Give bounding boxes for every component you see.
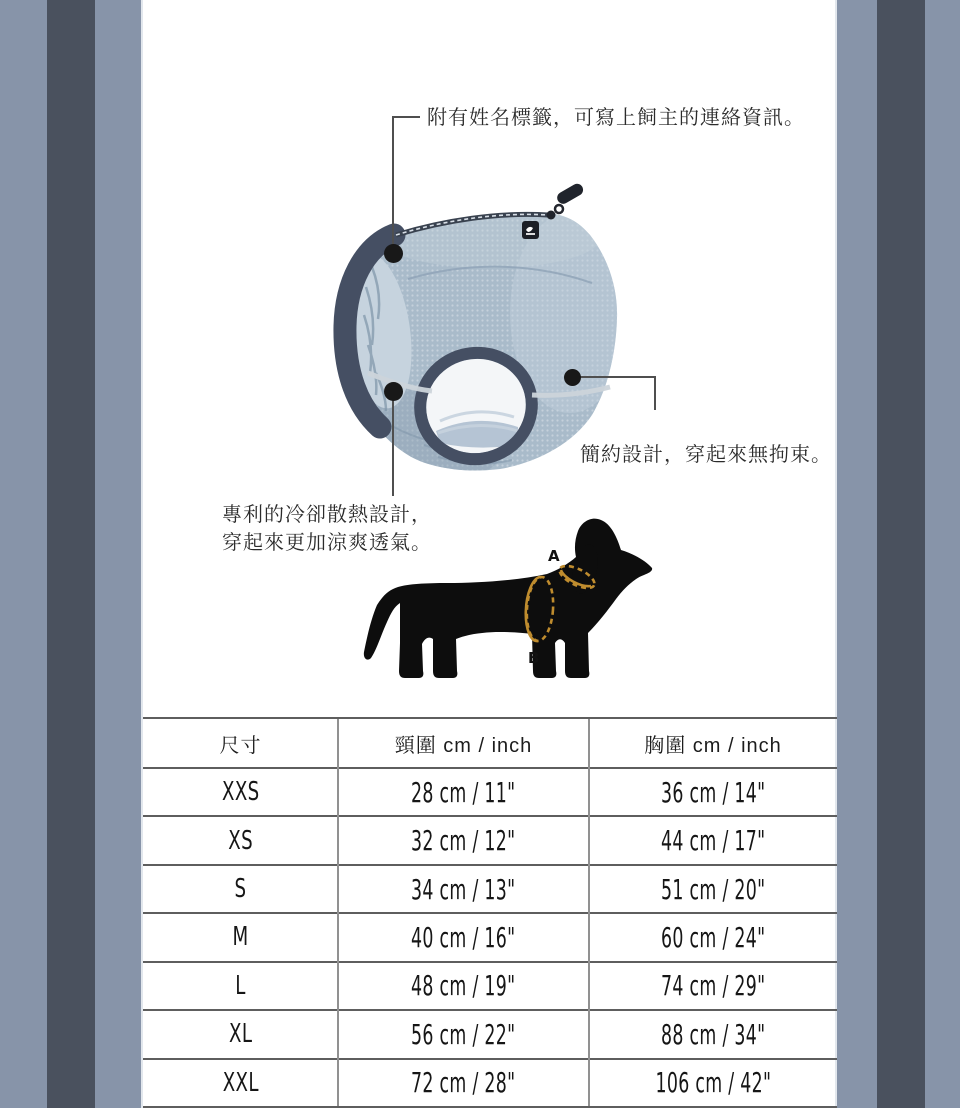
logo-patch xyxy=(522,221,539,239)
callout-dot-simple-design xyxy=(564,369,581,386)
leader-line-name-tag-vertical xyxy=(392,116,394,254)
neck-cell: 56 cm / 22" xyxy=(411,1017,516,1051)
chest-cell: 74 cm / 29" xyxy=(660,969,766,1003)
chest-cell: 60 cm / 24" xyxy=(660,920,766,954)
table-row xyxy=(143,864,837,912)
annotation-name-tag: 附有姓名標籤，可寫上飼主的連絡資訊。 xyxy=(427,107,805,129)
table-header-row xyxy=(143,719,837,767)
table-row xyxy=(143,815,837,863)
zipper-slider xyxy=(547,211,556,220)
size-cell: XS xyxy=(228,825,253,856)
size-cell: L xyxy=(235,970,246,1001)
chest-cell: 106 cm / 42" xyxy=(655,1066,771,1100)
right-dark-stripe xyxy=(877,0,925,1108)
right-inner-stripe xyxy=(837,0,877,1108)
table-row xyxy=(143,912,837,960)
right-outer-stripe xyxy=(925,0,960,1108)
table-column-divider-1 xyxy=(337,719,339,1106)
header-size: 尺寸 xyxy=(219,734,262,757)
size-cell: S xyxy=(234,874,247,905)
dog-silhouette xyxy=(364,519,652,678)
neck-cell: 34 cm / 13" xyxy=(411,872,516,906)
cooling-vest-photo xyxy=(320,183,630,483)
zipper-pull-tab xyxy=(555,183,585,206)
measure-label-b: B xyxy=(528,649,540,667)
size-cell: M xyxy=(232,922,249,953)
left-inner-stripe xyxy=(95,0,141,1108)
annotation-simple-design: 簡約設計，穿起來無拘束。 xyxy=(580,444,832,466)
table-column-divider-2 xyxy=(588,719,590,1106)
chest-cell: 88 cm / 34" xyxy=(660,1017,766,1051)
left-dark-stripe xyxy=(47,0,95,1108)
neck-cell: 32 cm / 12" xyxy=(411,824,516,858)
chest-cell: 51 cm / 20" xyxy=(660,872,766,906)
size-cell: XXS xyxy=(221,777,260,808)
header-neck: 頸圍 cm / inch xyxy=(394,734,533,757)
callout-dot-cooling xyxy=(384,382,403,401)
chest-cell: 36 cm / 14" xyxy=(660,775,766,809)
size-table xyxy=(143,717,837,1108)
leader-line-simple-horizontal xyxy=(573,376,656,378)
neck-cell: 72 cm / 28" xyxy=(411,1066,516,1100)
size-cell: XL xyxy=(228,1019,253,1050)
neck-cell: 48 cm / 19" xyxy=(411,969,516,1003)
leader-line-cooling xyxy=(392,390,394,496)
table-row xyxy=(143,1058,837,1106)
annotation-cooling-line2: 穿起來更加涼爽透氣。 xyxy=(222,532,432,554)
size-cell: XXL xyxy=(222,1067,259,1098)
table-row xyxy=(143,961,837,1009)
left-outer-stripe xyxy=(0,0,47,1108)
dog-measurement-diagram xyxy=(360,505,660,685)
chest-cell: 44 cm / 17" xyxy=(660,824,766,858)
measure-label-a: A xyxy=(548,547,560,565)
neck-cell: 28 cm / 11" xyxy=(411,775,516,809)
table-row xyxy=(143,767,837,815)
leader-line-name-tag-horizontal xyxy=(392,116,420,118)
leader-line-simple-vertical xyxy=(654,376,656,410)
annotation-cooling-line1: 專利的冷卻散熱設計， xyxy=(222,504,432,526)
header-chest: 胸圍 cm / inch xyxy=(644,734,782,757)
neck-cell: 40 cm / 16" xyxy=(411,920,516,954)
table-row xyxy=(143,1009,837,1057)
zipper-link xyxy=(555,205,563,213)
callout-dot-name-tag xyxy=(384,244,403,263)
